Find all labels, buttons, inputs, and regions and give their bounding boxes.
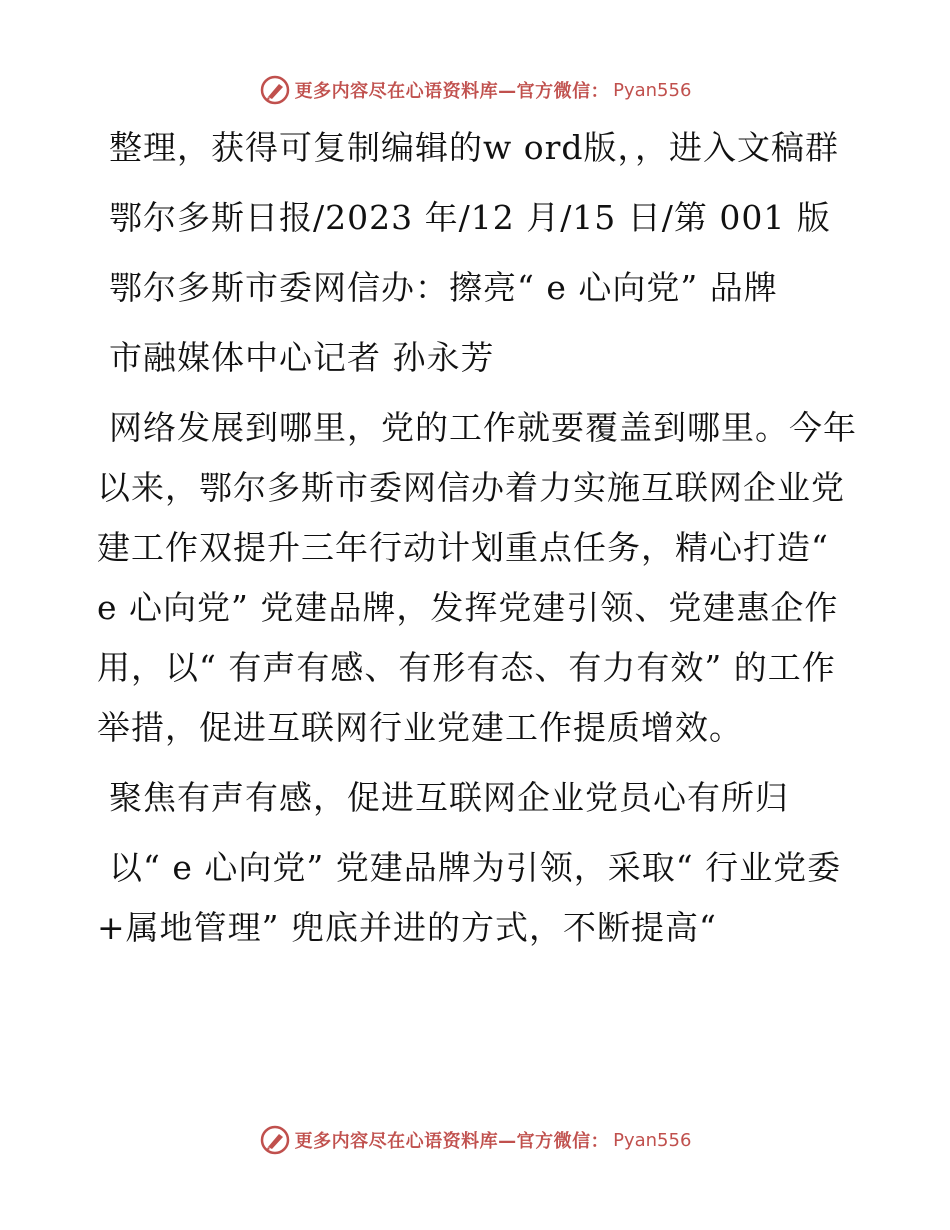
article-byline: 市融媒体中心记者 孙永芳 <box>109 338 495 377</box>
pen-logo-icon <box>259 1124 291 1156</box>
paragraph-lead: 网络发展到哪里，党的工作就要覆盖到哪里。今年以来，鄂尔多斯市委网信办着力实施互联网企业党建工作双提升三年行动计划重点任务，精心打造“ e 心向党” 党建品牌，发挥党建引领、党建惠企作用，以“ 有声有感、有形有态、有力有效” 的工作举措，促进互联网行业党建工作提质增效。 <box>97 408 857 747</box>
banner-text: 更多内容尽在心语资料库—官方微信： <box>294 1131 610 1152</box>
footer-watermark-banner <box>0 1120 950 1160</box>
article-title: 鄂尔多斯市委网信办：擦亮“ e 心向党” 品牌 <box>109 268 778 307</box>
banner-text: 更多内容尽在心语资料库—官方微信： <box>294 81 610 102</box>
banner-handle: Pyan556 <box>613 79 692 101</box>
banner-handle: Pyan556 <box>613 1129 692 1151</box>
paragraph-body: 以“ e 心向党” 党建品牌为引领，采取“ 行业党委+属地管理” 兜底并进的方式，不断提高“ <box>97 848 842 947</box>
paragraph-source: 鄂尔多斯日报/2023 年/12 月/15 日/第 001 版 <box>109 198 831 237</box>
pen-logo-icon <box>259 74 291 106</box>
paragraph-intro: 整理，获得可复制编辑的w ord版，，进入文稿群 <box>109 128 840 167</box>
document-body <box>97 118 857 968</box>
section-heading: 聚焦有声有感，促进互联网企业党员心有所归 <box>109 778 789 817</box>
header-watermark-banner <box>0 70 950 110</box>
